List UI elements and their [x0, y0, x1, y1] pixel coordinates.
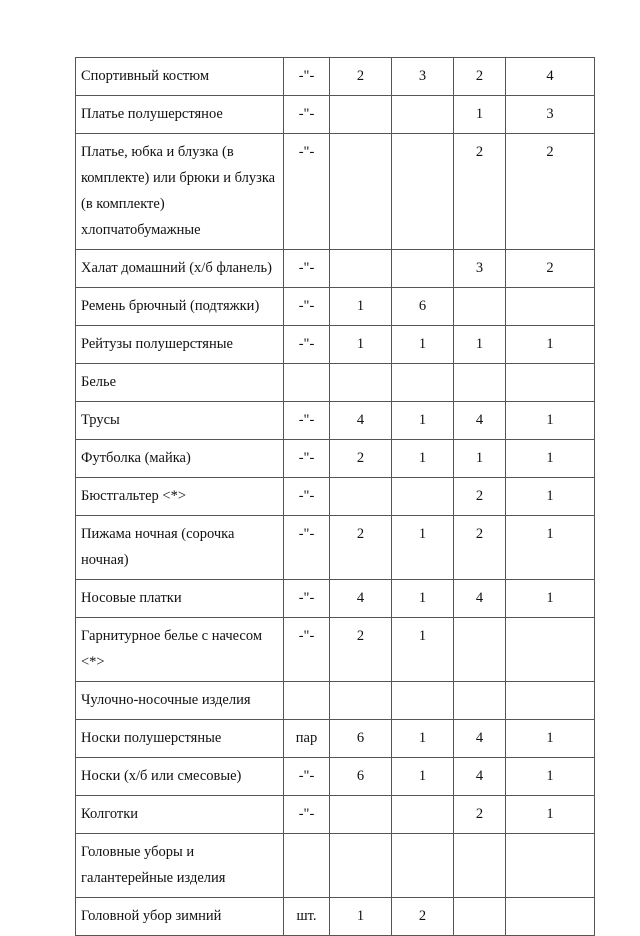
value-cell-1	[330, 96, 392, 134]
value-cell-1: 1	[330, 326, 392, 364]
unit-cell: -"-	[284, 134, 330, 250]
table-row	[76, 682, 595, 720]
value-cell-2	[392, 834, 454, 898]
value-cell-3	[454, 898, 506, 936]
value-cell-3: 2	[454, 58, 506, 96]
item-name-cell: Спортивный костюм	[76, 58, 284, 96]
value-cell-4	[506, 618, 595, 682]
item-name-cell: Ремень брючный (подтяжки)	[76, 288, 284, 326]
value-cell-3: 2	[454, 134, 506, 250]
unit-cell: -"-	[284, 758, 330, 796]
item-name-cell: Платье, юбка и блузка (в комплекте) или брюки и блузка (в комплекте) хлопчатобумажные	[76, 134, 284, 250]
table-row	[76, 834, 595, 898]
table-row	[76, 898, 595, 936]
item-name-cell: Головные уборы и галантерейные изделия	[76, 834, 284, 898]
value-cell-3	[454, 364, 506, 402]
unit-cell: пар	[284, 720, 330, 758]
value-cell-4: 1	[506, 758, 595, 796]
value-cell-1: 6	[330, 720, 392, 758]
value-cell-3	[454, 288, 506, 326]
norms-table	[75, 57, 595, 936]
value-cell-1: 2	[330, 618, 392, 682]
item-name-cell: Халат домашний (х/б фланель)	[76, 250, 284, 288]
item-name-cell: Гарнитурное белье с начесом <*>	[76, 618, 284, 682]
unit-cell	[284, 364, 330, 402]
value-cell-3: 4	[454, 720, 506, 758]
table-row	[76, 250, 595, 288]
unit-cell: -"-	[284, 326, 330, 364]
value-cell-2	[392, 134, 454, 250]
value-cell-4: 1	[506, 796, 595, 834]
value-cell-3: 1	[454, 326, 506, 364]
item-name-cell: Носки полушерстяные	[76, 720, 284, 758]
value-cell-2: 1	[392, 402, 454, 440]
item-name-cell: Чулочно-носочные изделия	[76, 682, 284, 720]
value-cell-2: 1	[392, 720, 454, 758]
value-cell-4: 1	[506, 326, 595, 364]
unit-cell: -"-	[284, 516, 330, 580]
unit-cell: -"-	[284, 250, 330, 288]
item-name-cell: Пижама ночная (сорочка ночная)	[76, 516, 284, 580]
value-cell-1	[330, 796, 392, 834]
item-name-cell: Платье полушерстяное	[76, 96, 284, 134]
value-cell-4	[506, 364, 595, 402]
value-cell-4	[506, 682, 595, 720]
table-row	[76, 796, 595, 834]
table-row	[76, 326, 595, 364]
value-cell-2: 1	[392, 618, 454, 682]
value-cell-1: 4	[330, 402, 392, 440]
value-cell-2: 6	[392, 288, 454, 326]
unit-cell: -"-	[284, 796, 330, 834]
value-cell-1: 1	[330, 898, 392, 936]
table-row	[76, 516, 595, 580]
value-cell-4: 1	[506, 478, 595, 516]
table-row	[76, 288, 595, 326]
value-cell-3: 4	[454, 402, 506, 440]
value-cell-4: 2	[506, 250, 595, 288]
value-cell-1: 2	[330, 516, 392, 580]
unit-cell: -"-	[284, 478, 330, 516]
table-row	[76, 618, 595, 682]
unit-cell	[284, 682, 330, 720]
value-cell-2: 1	[392, 516, 454, 580]
value-cell-1: 6	[330, 758, 392, 796]
value-cell-1	[330, 834, 392, 898]
value-cell-2: 1	[392, 440, 454, 478]
value-cell-4: 1	[506, 402, 595, 440]
value-cell-3	[454, 834, 506, 898]
table-row	[76, 720, 595, 758]
value-cell-4	[506, 834, 595, 898]
unit-cell: -"-	[284, 440, 330, 478]
item-name-cell: Трусы	[76, 402, 284, 440]
unit-cell: -"-	[284, 58, 330, 96]
value-cell-1	[330, 364, 392, 402]
value-cell-4	[506, 288, 595, 326]
value-cell-1	[330, 682, 392, 720]
unit-cell: -"-	[284, 618, 330, 682]
value-cell-3: 1	[454, 96, 506, 134]
item-name-cell: Рейтузы полушерстяные	[76, 326, 284, 364]
item-name-cell: Колготки	[76, 796, 284, 834]
unit-cell: -"-	[284, 580, 330, 618]
item-name-cell: Бюстгальтер <*>	[76, 478, 284, 516]
norms-table-body	[76, 58, 595, 936]
item-name-cell: Головной убор зимний	[76, 898, 284, 936]
value-cell-3: 3	[454, 250, 506, 288]
value-cell-3: 4	[454, 758, 506, 796]
value-cell-1: 1	[330, 288, 392, 326]
value-cell-1: 2	[330, 58, 392, 96]
table-row	[76, 364, 595, 402]
value-cell-3: 2	[454, 796, 506, 834]
unit-cell: -"-	[284, 288, 330, 326]
value-cell-2: 1	[392, 580, 454, 618]
value-cell-4	[506, 898, 595, 936]
value-cell-4: 4	[506, 58, 595, 96]
value-cell-3: 2	[454, 516, 506, 580]
value-cell-1: 4	[330, 580, 392, 618]
value-cell-1	[330, 478, 392, 516]
value-cell-2	[392, 96, 454, 134]
value-cell-4: 3	[506, 96, 595, 134]
value-cell-4: 1	[506, 580, 595, 618]
value-cell-3: 2	[454, 478, 506, 516]
value-cell-2	[392, 250, 454, 288]
item-name-cell: Белье	[76, 364, 284, 402]
value-cell-2	[392, 682, 454, 720]
table-row	[76, 440, 595, 478]
value-cell-2: 2	[392, 898, 454, 936]
value-cell-4: 1	[506, 516, 595, 580]
unit-cell	[284, 834, 330, 898]
table-row	[76, 58, 595, 96]
value-cell-3: 1	[454, 440, 506, 478]
value-cell-2: 1	[392, 326, 454, 364]
value-cell-4: 2	[506, 134, 595, 250]
table-row	[76, 758, 595, 796]
value-cell-3	[454, 682, 506, 720]
item-name-cell: Футболка (майка)	[76, 440, 284, 478]
value-cell-3	[454, 618, 506, 682]
value-cell-2	[392, 796, 454, 834]
unit-cell: -"-	[284, 402, 330, 440]
value-cell-2	[392, 478, 454, 516]
value-cell-4: 1	[506, 720, 595, 758]
value-cell-2: 3	[392, 58, 454, 96]
item-name-cell: Носки (х/б или смесовые)	[76, 758, 284, 796]
table-row	[76, 402, 595, 440]
value-cell-3: 4	[454, 580, 506, 618]
table-row	[76, 580, 595, 618]
value-cell-1	[330, 134, 392, 250]
unit-cell: -"-	[284, 96, 330, 134]
table-row	[76, 478, 595, 516]
table-row	[76, 134, 595, 250]
table-row	[76, 96, 595, 134]
value-cell-2: 1	[392, 758, 454, 796]
value-cell-4: 1	[506, 440, 595, 478]
value-cell-2	[392, 364, 454, 402]
value-cell-1: 2	[330, 440, 392, 478]
unit-cell: шт.	[284, 898, 330, 936]
value-cell-1	[330, 250, 392, 288]
item-name-cell: Носовые платки	[76, 580, 284, 618]
